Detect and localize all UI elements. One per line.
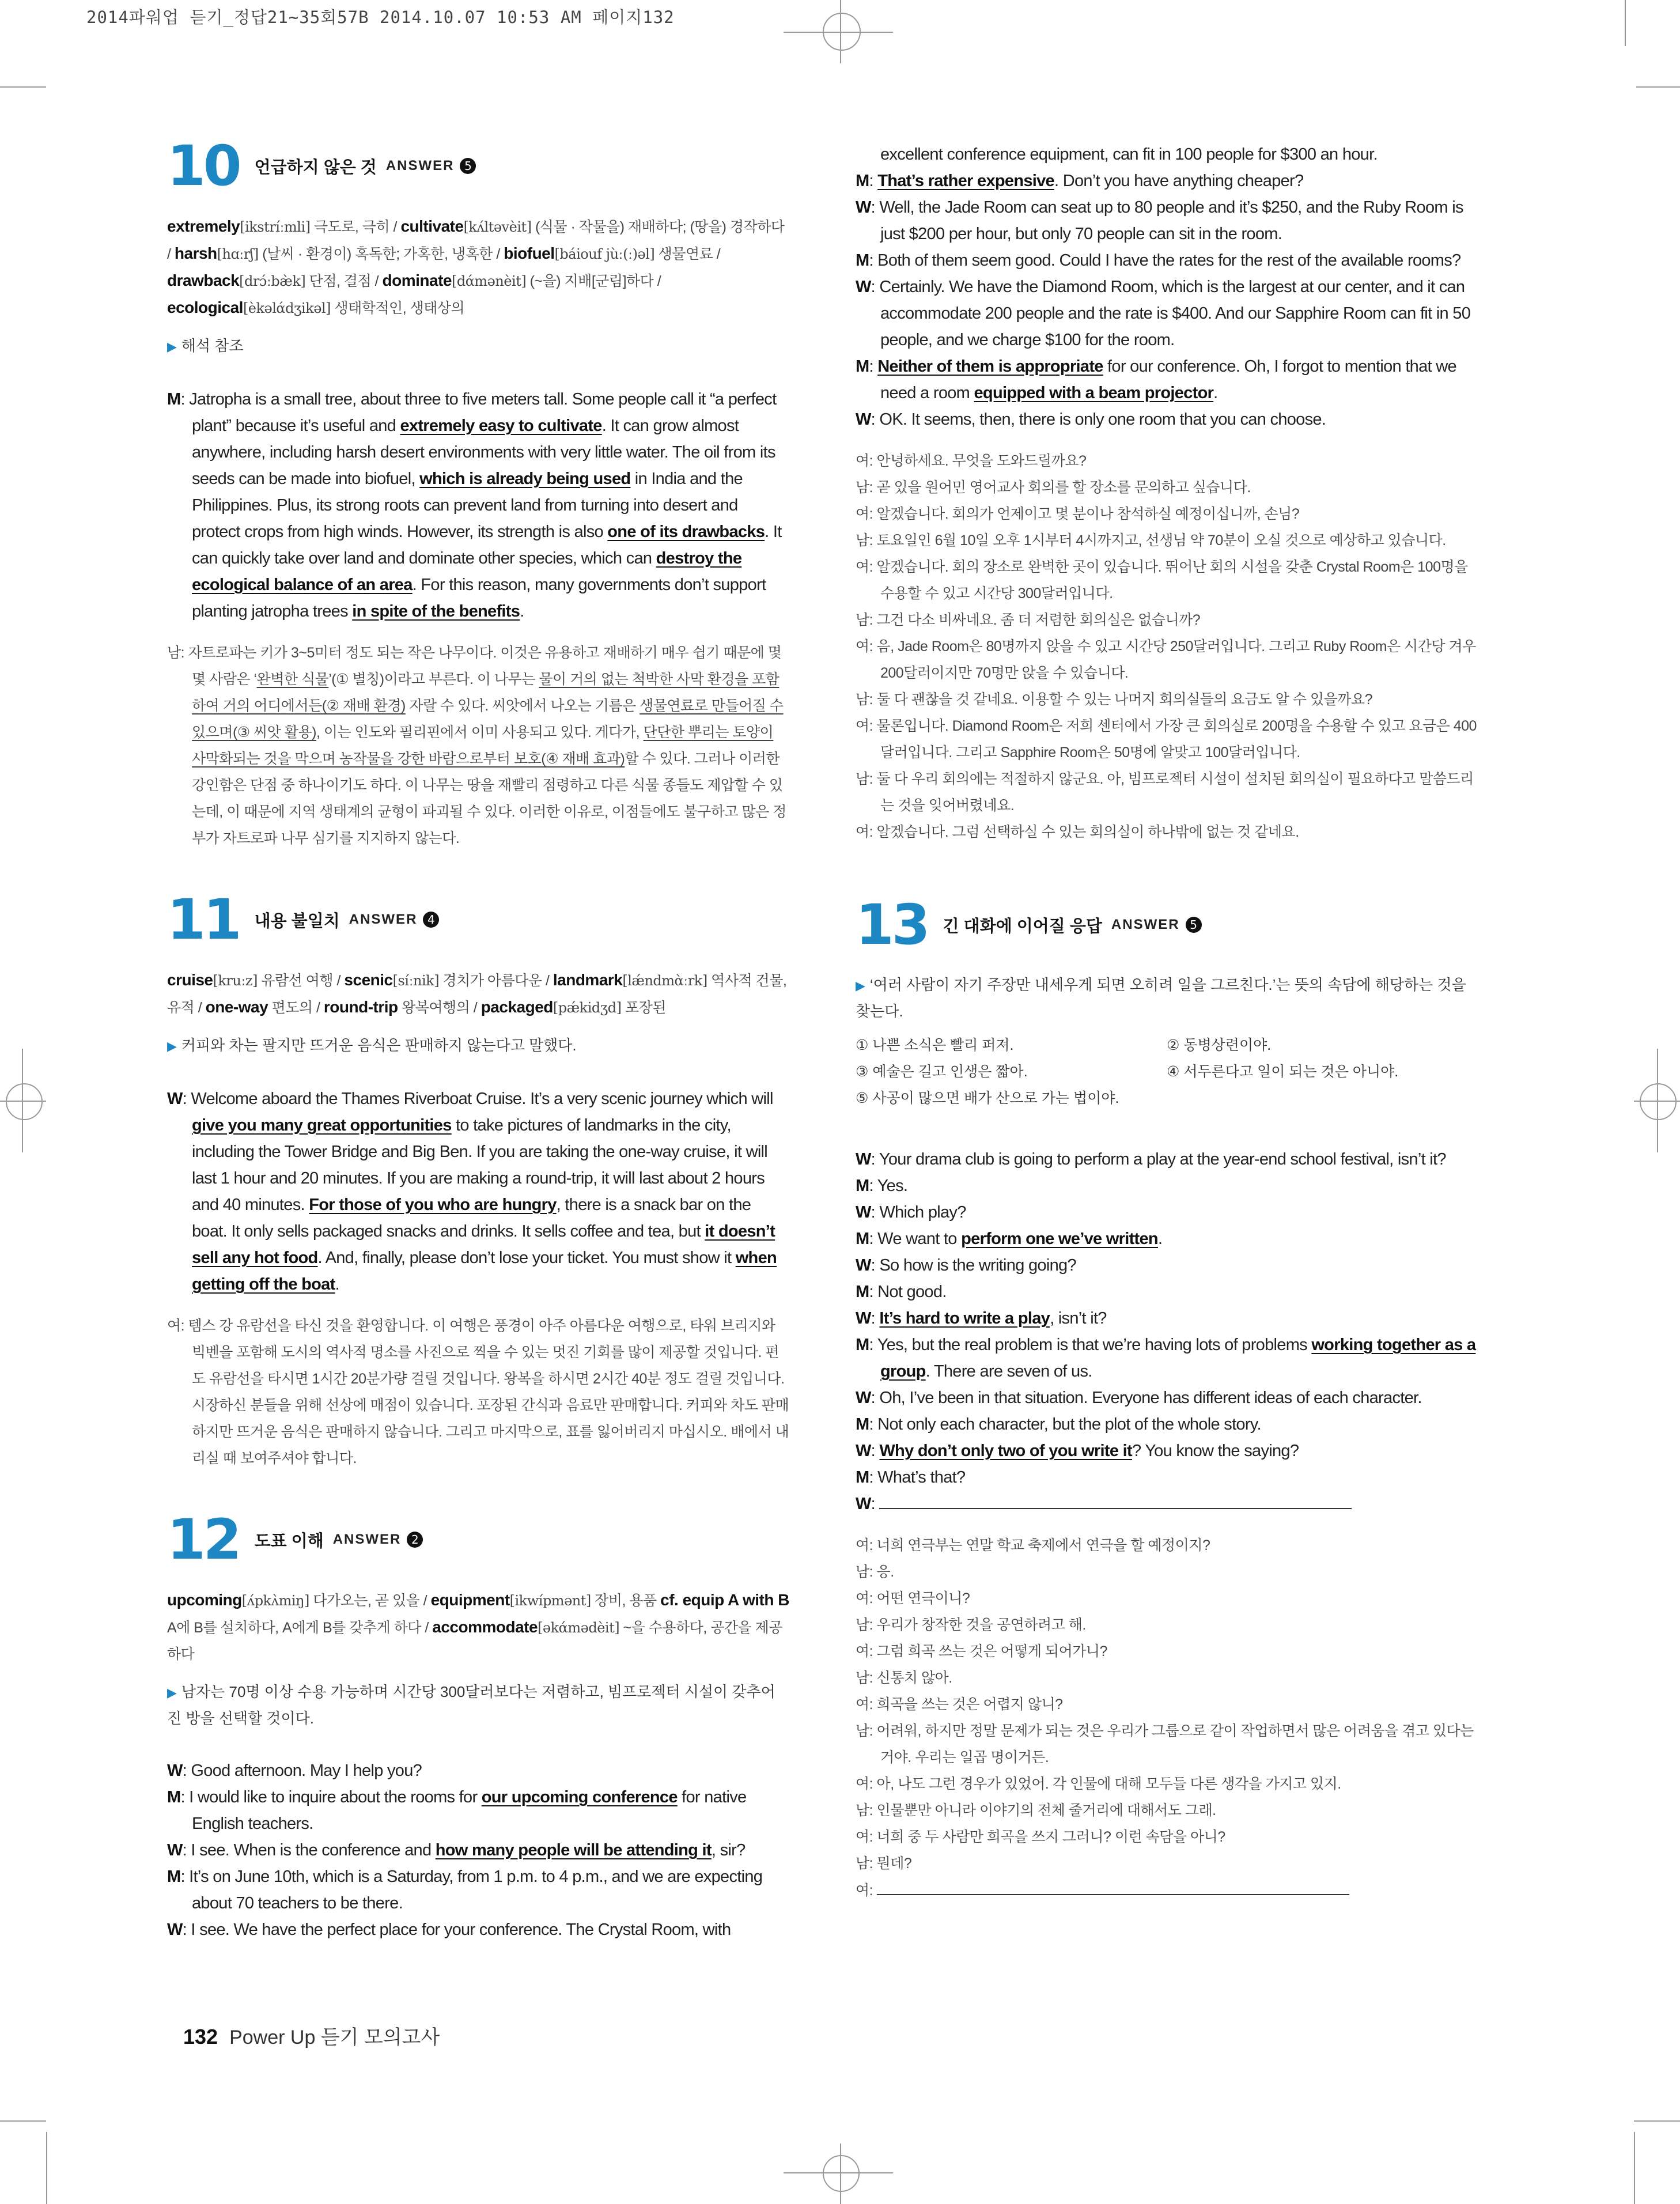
answer-options (856, 1032, 1484, 1112)
triangle-bullet-icon: ▶ (167, 339, 177, 354)
dialogue-script: W: Good afternoon. May I help you? M: I would like to inquire about the rooms for our upcoming conference for native English teachers. W: I see. When is the conference and how many people will be attending it, sir? M: It’s on June 10th, which is a Saturday, from 1 p.m. to 4 p.m., and we are expecting about 70 teachers to be there. W: I see. We have the perfect place for your conference. The Crystal Room, with (167, 1761, 763, 1939)
question-12-continued (856, 141, 1484, 845)
book-title: Power Up 듣기 모의고사 (229, 2027, 440, 2048)
question-header (167, 887, 789, 952)
dialogue-script: W: Your drama club is going to perform a play at the year-end school festival, isn’t it? M: Yes. W: Which play? M: We want to perform one we’ve written. W: So how is the writing going? M: Not good. W: It’s hard to write a play, isn’t it? M: Yes, but the real problem is that we’re having lots of problems working together as a group. There are seven of us. W: Oh, I’ve been in that situation. Everyone has different ideas of each character. M: Not only each character, but the plot of the whole story. W: Why don’t only two of you write it? You know the saying? M: What’s that? W: (856, 1150, 1476, 1513)
question-type: 도표 이해 (254, 1532, 324, 1551)
hint (167, 1033, 789, 1059)
question-11 (167, 887, 789, 1472)
print-header: 2014파워업 듣기_정답21~35회57B 2014.10.07 10:53 AM 페이지132 (86, 7, 675, 27)
option-5: ⑤ 사공이 많으면 배가 산으로 가는 법이야. (856, 1090, 1119, 1106)
page-footer (183, 2021, 440, 2050)
crop-mark (0, 86, 46, 88)
triangle-bullet-icon: ▶ (856, 978, 865, 993)
crop-mark (840, 0, 841, 63)
crop-mark (1634, 2132, 1635, 2204)
vocabulary-list: upcoming[ʌ́pkʌ̀miŋ] 다가오는, 곧 있을 / equipment[ikwípmənt] 장비, 용품 cf. equip A with B A에 B를 설치하다, A에게 B를 갖추게 하다 / accommodate[əkάmədèit] ~을 수용하다, 공간을 제공하다 (167, 1591, 789, 1662)
answer-number: 4 (423, 912, 439, 928)
hint-text: 남자는 70명 이상 수용 가능하며 시간당 300달러보다는 저렴하고, 빔프로젝터 시설이 갖추어진 방을 선택할 것이다. (167, 1683, 775, 1727)
hint-text: ‘여러 사람이 자기 주장만 내세우게 되면 오히려 일을 그르친다.’는 뜻의 속담에 해당하는 것을 찾는다. (856, 976, 1466, 1020)
korean-translation: 여: 안녕하세요. 무엇을 도와드릴까요? 남: 곧 있을 원어민 영어교사 회의를 할 장소를 문의하고 싶습니다. 여: 알겠습니다. 회의가 언제이고 몇 분이나 참석하실 예정이십니까, 손님? 남: 토요일인 6월 10일 오후 1시부터 4시까지고, 선생님 약 70분이 오실 것으로 예상하고 있습니다. 여: 알겠습니다. 회의 장소로 완벽한 곳이 있습니다. 뛰어난 회의 시설을 갖춘 Crystal Room은 100명을 수용할 수 있고 시간당 300달러입니다. 남: 그건 다소 비싸네요. 좀 더 저렴한 회의실은 없습니까? 여: 음, Jade Room은 80명까지 앉을 수 있고 시간당 250달러입니다. 그리고 Ruby Room은 시간당 겨우 200달러이지만 70명만 앉을 수 있습니다. 남: 둘 다 괜찮을 것 같네요. 이용할 수 있는 나머지 회의실들의 요금도 알 수 있을까요? 여: 물론입니다. Diamond Room은 저희 센터에서 가장 큰 회의실로 200명을 수용할 수 있고 요금은 400달러입니다. 그리고 Sapphire Room은 50명에 알맞고 100달러입니다. 남: 둘 다 우리 회의에는 적절하지 않군요. 아, 빔프로젝터 시설이 설치된 회의실이 필요하다고 말씀드리는 것을 잊어버렸네요. 여: 알겠습니다. 그럼 선택하실 수 있는 회의실이 하나밖에 없는 것 같네요. (856, 453, 1477, 840)
question-header (167, 1507, 789, 1572)
question-number: 10 (167, 134, 240, 198)
answer-number: 5 (1186, 917, 1202, 933)
crop-mark (1634, 2120, 1680, 2122)
answer-number: 5 (460, 158, 476, 174)
question-number: 11 (167, 887, 240, 952)
crop-mark (1625, 0, 1626, 46)
question-number: 12 (167, 1507, 240, 1572)
answer-number: 2 (407, 1532, 423, 1548)
vocabulary-list: cruise[kruːz] 유람선 여행 / scenic[síːnik] 경치가 아름다운 / landmark[lǽndmὰːrk] 역사적 건물, 유적 / one-way 편도의 / round-trip 왕복여행의 / packaged[pǽkidʒd] 포장된 (167, 971, 787, 1016)
dialogue-script: M: Jatropha is a small tree, about three to five meters tall. Some people call it “a perfect plant” because it’s useful and extremely easy to cultivate. It can grow almost anywhere, including harsh desert environments with very little water. The oil from its seeds can be made into biofuel, which is already being used in India and the Philippines. Plus, its strong roots can prevent land from turning into desert and protect crops from high winds. However, its strength is also one of its drawbacks. It can quickly take over land and dominate other species, which can destroy the ecological balance of an area. For this reason, many governments don’t support planting jatropha trees in spite of the benefits. (167, 390, 782, 621)
crop-mark (1636, 86, 1680, 88)
korean-translation: 여: 너희 연극부는 연말 학교 축제에서 연극을 할 예정이지? 남: 응. 여: 어떤 연극이니? 남: 우리가 창작한 것을 공연하려고 해. 여: 그럼 희곡 쓰는 것은 어떻게 되어가니? 남: 신통치 않아. 여: 희곡을 쓰는 것은 어렵지 않니? 남: 어려워, 하지만 정말 문제가 되는 것은 우리가 그룹으로 같이 작업하면서 많은 어려움을 겪고 있다는 거야. 우리는 일곱 명이거든. 여: 아, 나도 그런 경우가 있었어. 각 인물에 대해 모두들 다른 생각을 가지고 있지. 남: 인물뿐만 아니라 이야기의 전체 줄거리에 대해서도 그래. 여: 너희 중 두 사람만 희곡을 쓰지 그러니? 이런 속담을 아니? 남: 뭔데? 여: (856, 1537, 1474, 1899)
answer-label: ANSWER (349, 912, 418, 927)
crop-mark (840, 2143, 841, 2204)
crop-mark (1657, 1049, 1658, 1152)
triangle-bullet-icon: ▶ (167, 1039, 177, 1053)
hint-text: 커피와 차는 팔지만 뜨거운 음식은 판매하지 않는다고 말했다. (181, 1037, 577, 1054)
question-type: 내용 불일치 (254, 912, 340, 931)
registration-mark (1640, 1083, 1677, 1120)
korean-translation: 남: 자트로파는 키가 3~5미터 정도 되는 작은 나무이다. 이것은 유용하고 재배하기 매우 쉽기 때문에 몇몇 사람은 ‘완벽한 식물’(① 별칭)이라고 부른다. 이 나무는 물이 거의 없는 척박한 사막 환경을 포함하여 거의 어디에서든(② 재배 환경) 자랄 수 있다. 씨앗에서 나오는 기름은 생물연료로 만들어질 수 있으며(③ 씨앗 활용), 이는 인도와 필리핀에서 이미 사용되고 있다. 게다가, 단단한 뿌리는 토양이 사막화되는 것을 막으며 농작물을 강한 바람으로부터 보호(④ 재배 효과)할 수 있다. 그러나 이러한 강인함은 단점 중 하나이기도 하다. 이 나무는 땅을 재빨리 점령하고 다른 식물 종들도 제압할 수 있는데, 이 때문에 지역 생태계의 균형이 파괴될 수 있다. 이러한 이유로, 이점들에도 불구하고 많은 정부가 자트로파 나무 심기를 지지하지 않는다. (167, 645, 786, 846)
question-12 (167, 1507, 789, 1943)
crop-mark (0, 2120, 46, 2122)
option-3: ③ 예술은 길고 인생은 짧아. (856, 1064, 1028, 1080)
registration-mark (6, 1083, 43, 1120)
question-13 (856, 893, 1484, 1904)
question-header (167, 134, 789, 198)
crop-mark (46, 2132, 47, 2204)
option-1: ① 나쁜 소식은 빨리 퍼져. (856, 1037, 1014, 1053)
question-header (856, 893, 1484, 957)
crop-mark (784, 2172, 893, 2173)
korean-translation: 여: 템스 강 유람선을 타신 것을 환영합니다. 이 여행은 풍경이 아주 아름다운 여행으로, 타워 브리지와 빅벤을 포함해 도시의 역사적 명소를 사진으로 찍을 수 있는 멋진 기회를 많이 제공할 것입니다. 편도 유람선을 타시면 1시간 20분가량 걸릴 것입니다. 왕복을 하시면 2시간 40분 정도 걸릴 것입니다. 시장하신 분들을 위해 선상에 매점이 있습니다. 포장된 간식과 음료만 판매합니다. 커피와 차도 판매하지만 뜨거운 음식은 판매하지 않습니다. 그리고 마지막으로, 표를 잃어버리지 마십시오. 배에서 내리실 때 보여주셔야 합니다. (167, 1318, 789, 1466)
dialogue-script: W: Welcome aboard the Thames Riverboat Cruise. It’s a very scenic journey which will give you many great opportunities to take pictures of landmarks in the city, including the Tower Bridge and Big Ben. If you are taking the one-way cruise, it will last 1 hour and 20 minutes. If you are making a round-trip, it will last about 2 hours and 40 minutes. For those of you who are hungry, there is a snack bar on the boat. It only sells packaged snacks and drinks. It sells coffee and tea, but it doesn’t sell any hot food. And, finally, please don’t lose your ticket. You must show it when getting off the boat. (167, 1090, 777, 1294)
question-type: 긴 대화에 이어질 응답 (943, 917, 1102, 936)
option-4: ④ 서두른다고 일이 되는 것은 아니야. (1167, 1064, 1399, 1080)
question-10 (167, 134, 789, 852)
answer-label: ANSWER (332, 1532, 402, 1547)
question-type: 언급하지 않은 것 (254, 158, 377, 177)
hint (856, 972, 1484, 1024)
left-column (167, 134, 789, 1943)
answer-label: ANSWER (1111, 917, 1180, 932)
vocabulary-list: extremely[ikstríːmli] 극도로, 극히 / cultivate[kʌ́ltəvèit] (식물 · 작물을) 재배하다; (땅을) 경작하다 / harsh[hɑːrʃ] (날씨 · 환경이) 혹독한; 가혹한, 냉혹한 / biofuel[báiouf jùː(ː)əl] 생물연료 / drawback[drɔ́ːbæ̀k] 단점, 결점 / dominate[dάmənèit] (~을) 지배[군림]하다 / ecological[èkəlάdʒikəl] 생태학적인, 생태상의 (167, 217, 785, 316)
hint (167, 333, 789, 360)
dialogue-script: excellent conference equipment, can fit in 100 people for $300 an hour. M: That’s rather expensive. Don’t you have anything cheaper? W: Well, the Jade Room can seat up to 80 people and it’s $250, and the Ruby Room is just $200 per hour, but only 70 people can sit in the room. M: Both of them seem good. Could I have the rates for the rest of the available rooms? W: Certainly. We have the Diamond Room, which is the largest at our center, and it can accommodate 200 people and the rate is $400. And our Sapphire Room can fit in 50 people, and we charge $100 for the room. M: Neither of them is appropriate for our conference. Oh, I forgot to mention that we need a room equipped with a beam projector. W: OK. It seems, then, there is only one room that you can choose. (856, 145, 1471, 429)
question-number: 13 (856, 893, 928, 957)
hint (167, 1679, 789, 1731)
option-2: ② 동병상련이야. (1167, 1037, 1272, 1053)
registration-mark (823, 13, 861, 51)
triangle-bullet-icon: ▶ (167, 1685, 177, 1700)
registration-mark (823, 2155, 860, 2192)
answer-label: ANSWER (385, 158, 455, 173)
page-number: 132 (183, 2025, 218, 2048)
crop-mark (22, 1049, 23, 1152)
right-column (856, 141, 1484, 1904)
hint-text: 해석 참조 (181, 337, 244, 354)
